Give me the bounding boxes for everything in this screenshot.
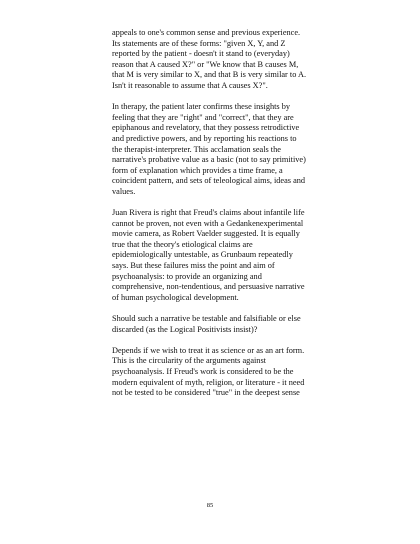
- text-line: reported by the patient - doesn't it stand to (everyday): [112, 49, 290, 59]
- paragraph: [112, 102, 344, 197]
- paragraph: [112, 346, 344, 399]
- paragraph: [112, 28, 344, 92]
- text-line: values.: [112, 186, 136, 196]
- text-line: of human psychological development.: [112, 292, 239, 302]
- text-line: true that the theory's etiological claims are: [112, 239, 253, 249]
- text-line: epiphanous and revelatory, that they possess retrodictive: [112, 123, 300, 133]
- page-number: 85: [206, 502, 214, 509]
- text-line: psychoanalysis: to provide an organizing and: [112, 271, 262, 281]
- text-line: cannot be proven, not even with a Gedankenexperimental: [112, 218, 304, 228]
- paragraph: [112, 208, 344, 303]
- text-line: not be tested to be considered "true" in the deepest sense: [112, 388, 300, 398]
- text-line: psychoanalysis. If Freud's work is considered to be the: [112, 367, 294, 376]
- text-line: says. But these failures miss the point and aim of: [112, 261, 275, 271]
- text-line: Depends if we wish to treat it as science or as an art form.: [112, 345, 305, 355]
- text-line: coincident pattern, and sets of teleological aims, ideas and: [112, 176, 306, 186]
- text-line: feeling that they are "right" and "correct", that they are: [112, 112, 294, 122]
- text-line: Juan Rivera is right that Freud's claims about infantile life: [112, 208, 305, 218]
- text-line: This is the circularity of the arguments against: [112, 356, 266, 366]
- text-line: discarded (as the Logical Positivists insist)?: [112, 324, 258, 334]
- text-line: form of explanation which provides a time frame, a: [112, 165, 283, 175]
- text-line: appeals to one's common sense and previous experience.: [112, 28, 301, 37]
- text-line: In therapy, the patient later confirms these insights by: [112, 102, 291, 112]
- body-text: [112, 28, 344, 409]
- text-line: the therapist-interpreter. This acclamation seals the: [112, 144, 281, 154]
- text-line: that M is very similar to X, and that B is very similar to A.: [112, 70, 307, 80]
- text-line: movie camera, as Robert Vaelder suggested. It is equally: [112, 229, 300, 239]
- text-line: Should such a narrative be testable and falsifiable or else: [112, 314, 301, 324]
- text-line: reason that A caused X?" or "We know that B causes M,: [112, 59, 299, 69]
- paragraph: [112, 314, 344, 335]
- text-line: comprehensive, non-tendentious, and persuasive narrative: [112, 282, 305, 292]
- text-line: Isn't it reasonable to assume that A causes X?".: [112, 80, 268, 90]
- text-line: epidemiologically untestable, as Grunbaum repeatedly: [112, 250, 293, 260]
- text-line: and predictive powers, and by reporting his reactions to: [112, 133, 297, 143]
- text-line: Its statements are of these forms: "given X, Y, and Z: [112, 38, 286, 48]
- text-line: narrative's probative value as a basic (not to say primitive): [112, 155, 306, 165]
- text-line: modern equivalent of myth, religion, or literature - it need: [112, 377, 305, 387]
